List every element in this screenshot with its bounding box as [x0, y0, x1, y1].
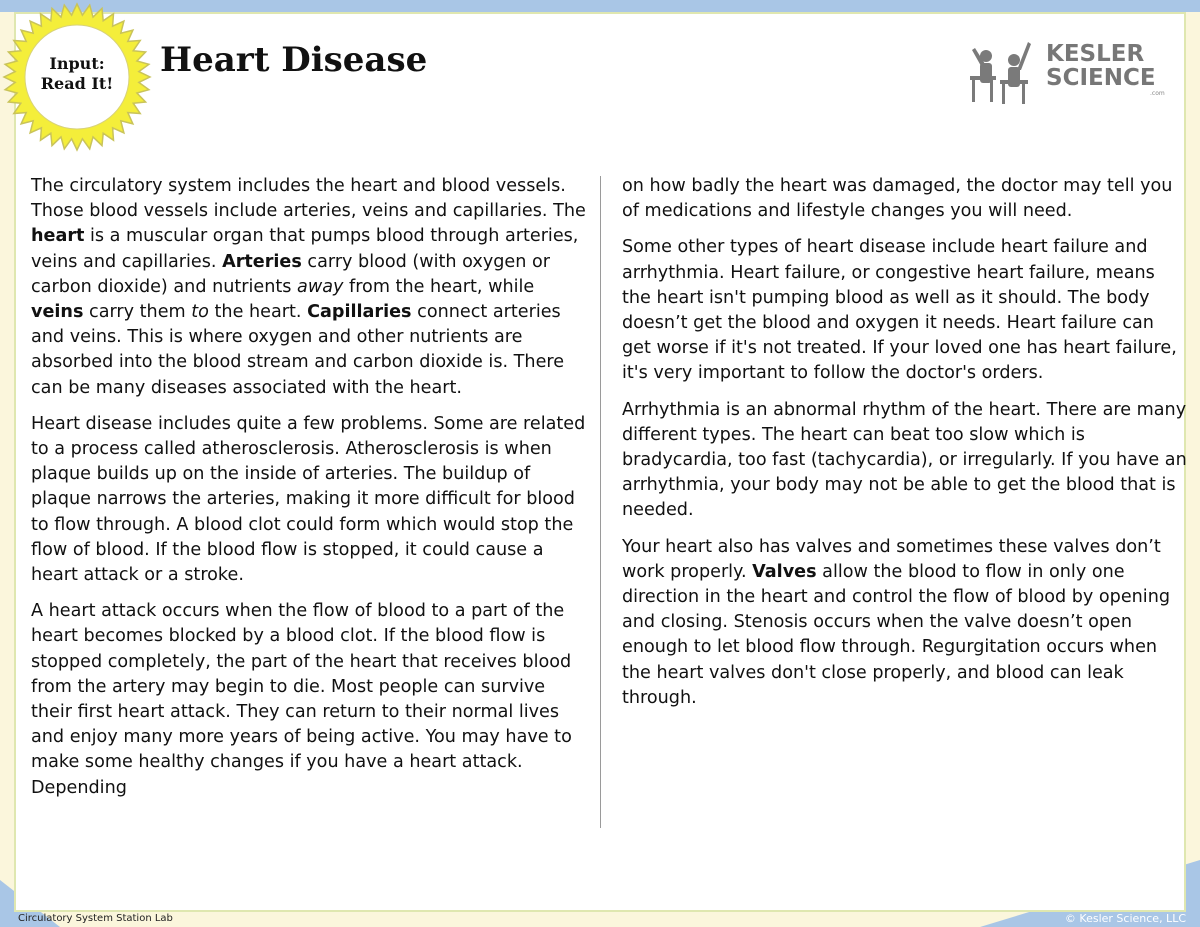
kesler-science-logo	[964, 36, 1174, 108]
text-run: The circulatory system includes the heart and blood vessels. Those blood vessels include arteries, veins and capillaries. The	[31, 176, 586, 222]
emphasis-away: away	[297, 276, 344, 297]
text-run: from the heart, while	[343, 276, 535, 297]
paragraph-heart-disease: Heart disease includes quite a few problems. Some are related to a process called atherosclerosis. Atherosclerosis is when plaque builds up on the inside of arteries. The buildup of plaque narrows the arteries, making it more difficult for blood to flow through. A blood clot could form which would stop the flow of blood. If the blood flow is stopped, it could cause a heart attack or a stroke.	[31, 413, 586, 586]
paragraph-circulatory-system	[31, 174, 591, 401]
term-veins: veins	[31, 302, 84, 323]
input-badge	[2, 2, 152, 152]
badge-line-1: Input:	[49, 54, 105, 73]
column-divider	[600, 176, 601, 828]
text-run: carry them	[83, 302, 192, 323]
text-run: carry blood (with oxygen or carbon dioxide) and nutrients	[31, 251, 550, 297]
left-column	[31, 174, 591, 812]
text-run: the heart.	[208, 302, 308, 323]
page-title: Heart Disease	[160, 40, 428, 80]
emphasis-to: to	[191, 302, 209, 323]
term-arteries: Arteries	[222, 251, 302, 272]
right-column	[622, 174, 1188, 722]
term-capillaries: Capillaries	[307, 302, 412, 323]
footer-lab-name: Circulatory System Station Lab	[18, 913, 173, 924]
footer-copyright: © Kesler Science, LLC	[1064, 912, 1186, 925]
students-raising-hands-icon	[964, 36, 1044, 108]
paragraph-valves	[622, 535, 1188, 711]
paragraph-arrhythmia: Arrhythmia is an abnormal rhythm of the heart. There are many different types. The heart can beat too slow which is bradycardia, too fast (tachycardia), or irregularly. If you have an arrhythmia, your body may not be able to get the blood that is needed.	[622, 399, 1187, 521]
paragraph-continued: on how badly the heart was damaged, the doctor may tell you of medications and lifestyle changes you will need.	[622, 176, 1173, 222]
logo-line-2: SCIENCE	[1046, 65, 1156, 91]
term-valves: Valves	[752, 561, 817, 582]
term-heart: heart	[31, 226, 85, 247]
logo-line-1: KESLER	[1046, 41, 1145, 67]
badge-label	[32, 54, 122, 94]
paragraph-heart-failure: Some other types of heart disease include heart failure and arrhythmia. Heart failure, or congestive heart failure, means the heart isn't pumping blood as well as it should. The body doesn’t get the blood and oxygen it needs. Heart failure can get worse if it's not treated. If your loved one has heart failure, it's very important to follow the doctor's orders.	[622, 237, 1177, 384]
badge-line-2: Read It!	[40, 74, 114, 93]
logo-domain: .com	[1150, 90, 1165, 97]
text-run: Your heart also has valves and sometimes these valves don’t work properly.	[622, 536, 1161, 582]
text-run: allow the blood to flow in only one direction in the heart and control the flow of blood by opening and closing. Stenosis occurs when the valve doesn’t open enough to let blood flow through. Regurgitation occurs when the heart valves don't close properly, and blood can leak through.	[622, 561, 1171, 708]
text-run: connect arteries and veins. This is where oxygen and other nutrients are absorbed into the blood stream and carbon dioxide is. There can be many diseases associated with the heart.	[31, 302, 565, 398]
paragraph-heart-attack: A heart attack occurs when the flow of blood to a part of the heart becomes blocked by a blood clot. If the blood flow is stopped completely, the part of the heart that receives blood from the artery may begin to die. Most people can survive their first heart attack. They can return to their normal lives and enjoy many more years of being active. You may have to make some healthy changes if you have a heart attack. Depending	[31, 601, 572, 798]
text-run: is a muscular organ that pumps blood through arteries, veins and capillaries.	[31, 226, 579, 272]
logo-wordmark	[1046, 42, 1166, 90]
